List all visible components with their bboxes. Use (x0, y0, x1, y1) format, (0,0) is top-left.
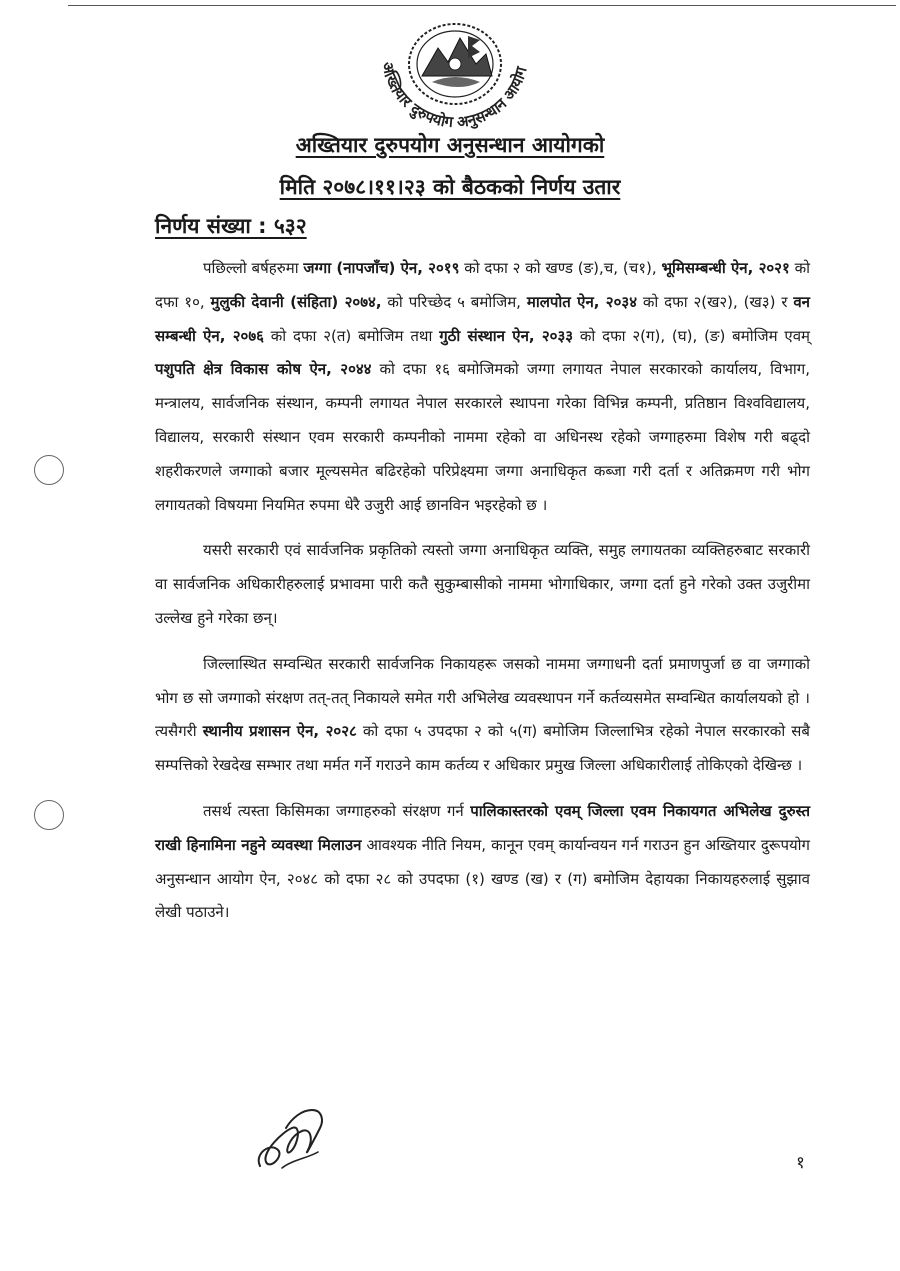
seal-text: अख्तियार दुरुपयोग अनुसन्धान आयोग (378, 60, 531, 132)
bold-act-reference: पालिकास्तरको एवम् जिल्ला एवम निकायगत अभिलेख दुरुस्त राखी हिनामिना नहुने व्यवस्था मिलाउन (155, 801, 810, 854)
paragraph-text: को दफा २ को खण्ड (ङ),च, (च१), (459, 259, 662, 277)
body-paragraph (155, 534, 810, 635)
page-title (0, 131, 900, 159)
decision-number: निर्णय संख्या : ५३२ (155, 214, 307, 238)
bold-act-reference: वन सम्बन्धी ऐन, २०७६ (155, 292, 811, 345)
top-scan-rule (68, 5, 896, 6)
punch-hole (34, 800, 64, 830)
page-subtitle (0, 173, 900, 201)
body-paragraph (155, 795, 810, 930)
paragraph-text: पछिल्लो बर्षहरुमा (203, 259, 304, 277)
decision-body (155, 252, 810, 942)
bold-act-reference: पशुपति क्षेत्र विकास कोष ऐन, २०४४ (155, 360, 372, 379)
paragraph-text: को दफा ५ उपदफा २ को ५(ग) बमोजिम जिल्लाभित्र रहेको नेपाल सरकारको सबै सम्पत्तिको रेखदेख सम्भार तथा मर्मत गर्ने गराउने काम कर्तव्य र अधिकार प्रमुख जिल्ला अधिकारीलाई तोकिएको देखिन्छ । (155, 722, 810, 775)
bold-act-reference: स्थानीय प्रशासन ऐन, २०२८ (202, 722, 357, 741)
paragraph-text: को दफा २(ख२), (ख३) र (637, 292, 794, 311)
paragraph-text: को परिच्छेद ५ बमोजिम, (381, 292, 527, 311)
paragraph-text: तसर्थ त्यस्ता किसिमका जग्गाहरुको संरक्षण गर्न (203, 801, 471, 820)
paragraph-text: जिल्लास्थित सम्वन्धित सरकारी सार्वजनिक निकायहरू जसको नाममा जग्गाधनी दर्ता प्रमाणपुर्जा छ वा जग्गाको भोग छ सो जग्गाको संरक्षण तत्-तत् निकायले समेत गरी अभिलेख व्यवस्थापन गर्ने कर्तव्यसमेत सम्वन्धित कार्यालयको हो । त्यसैगरी (155, 654, 810, 741)
paragraph-text: यसरी सरकारी एवं सार्वजनिक प्रकृतिको त्यस्तो जग्गा अनाधिकृत व्यक्ति, समुह लगायतका व्यक्तिहरुबाट सरकारी वा सार्वजनिक अधिकारीहरुलाई प्रभावमा पारी कतै सुकुम्बासीको नाममा भोगाधिकार, जग्गा दर्ता हुने गरेको उक्त उजुरीमा उल्लेख हुने गरेका छन्। (155, 541, 810, 627)
paragraph-text: को दफा २(त) बमोजिम तथा (263, 326, 440, 345)
bold-act-reference: भूमिसम्बन्धी ऐन, २०२१ (661, 259, 790, 277)
page-title-text: अख्तियार दुरुपयोग अनुसन्धान आयोगको (295, 133, 605, 157)
bold-act-reference: मुलुकी देवानी (संहिता) २०७४, (210, 292, 382, 311)
paragraph-text: को दफा १६ बमोजिमको जग्गा लगायत नेपाल सरकारको कार्यालय, विभाग, मन्त्रालय, सार्वजनिक संस्थान, कम्पनी लगायत नेपाल सरकारले स्थापना गरेका विभिन्न कम्पनी, प्रतिष्ठान विश्वविद्यालय, विद्यालय, सरकारी संस्थान एवम सरकारी कम्पनीको नाममा रहेको वा अधिनस्थ रहेको जग्गाहरुमा विशेष गरी बढ्दो शहरीकरणले जग्गाको बजार मूल्यसमेत बढिरहेको परिप्रेक्ष्यमा जग्गा अनाधिकृत कब्जा गरी दर्ता र अतिक्रमण गरी भोग लगायतको विषयमा नियमित रुपमा धेरै उजुरी आई छानविन भइरहेको छ । (155, 360, 810, 514)
body-paragraph (155, 648, 810, 783)
commission-seal-icon (360, 14, 550, 142)
bold-act-reference: मालपोत ऐन, २०३४ (526, 292, 638, 311)
signature-image (252, 1098, 332, 1178)
punch-hole (34, 455, 64, 485)
page-subtitle-text: मिति २०७८।११।२३ को बैठकको निर्णय उतार (279, 175, 621, 199)
bold-act-reference: जग्गा (नापजाँच) ऐन, २०१९ (303, 259, 460, 277)
paragraph-text: आवश्यक नीति नियम, कानून एवम् कार्यान्वयन गर्न गराउन हुन अख्तियार दुरूपयोग अनुसन्धान आयोग ऐन, २०४८ को दफा २८ को उपदफा (१) खण्ड (ख) र (ग) बमोजिम देहायका निकायहरुलाई सुझाव लेखी पठाउने। (155, 835, 810, 922)
page-number: १ (796, 1153, 805, 1173)
paragraph-text: को दफा २(ग), (घ), (ङ) बमोजिम एवम् (573, 326, 811, 345)
body-paragraph (155, 252, 810, 522)
paragraph-text: को दफा १०, (155, 259, 810, 311)
bold-act-reference: गुठी संस्थान ऐन, २०३३ (439, 326, 574, 345)
